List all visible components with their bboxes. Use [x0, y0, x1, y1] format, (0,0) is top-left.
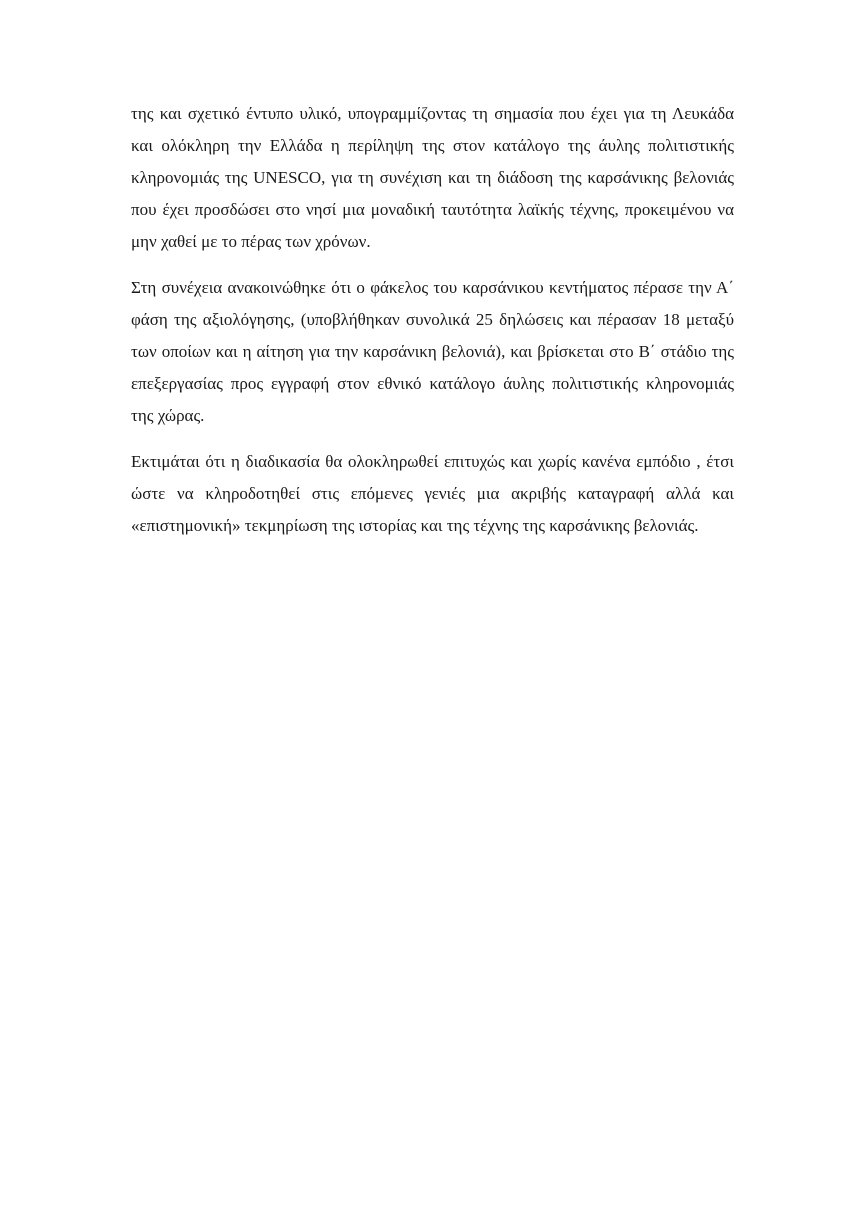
text-line: κληρονομιάς της UNESCO, για τη συνέχιση και τη διάδοση της καρσάνικης βελονιάς — [131, 168, 734, 187]
paragraph-3 — [131, 446, 734, 542]
text-line: μην χαθεί με το πέρας των χρόνων. — [131, 232, 371, 251]
text-line: Εκτιμάται ότι η διαδικασία θα ολοκληρωθεί επιτυχώς και χωρίς κανένα εμπόδιο , έτσι — [131, 452, 734, 471]
body-text — [131, 98, 734, 556]
text-line: φάση της αξιολόγησης, (υποβλήθηκαν συνολικά 25 δηλώσεις και πέρασαν 18 μεταξύ — [131, 310, 734, 329]
text-line: επεξεργασίας προς εγγραφή στον εθνικό κατάλογο άυλης πολιτιστικής κληρονομιάς — [131, 374, 734, 393]
paragraph-1 — [131, 98, 734, 258]
paragraph-2 — [131, 272, 734, 432]
text-line: «επιστημονική» τεκμηρίωση της ιστορίας και της τέχνης της καρσάνικης βελονιάς. — [131, 516, 699, 535]
text-line: ώστε να κληροδοτηθεί στις επόμενες γενιές μια ακριβής καταγραφή αλλά και — [131, 484, 734, 503]
text-line: της και σχετικό έντυπο υλικό, υπογραμμίζοντας τη σημασία που έχει για τη Λευκάδα — [131, 104, 734, 123]
text-line: που έχει προσδώσει στο νησί μια μοναδική ταυτότητα λαϊκής τέχνης, προκειμένου να — [131, 200, 734, 219]
text-line: Στη συνέχεια ανακοινώθηκε ότι ο φάκελος του καρσάνικου κεντήματος πέρασε την Α΄ — [131, 278, 734, 297]
text-line: των οποίων και η αίτηση για την καρσάνικη βελονιά), και βρίσκεται στο Β΄ στάδιο της — [131, 342, 734, 361]
text-line: και ολόκληρη την Ελλάδα η περίληψη της στον κατάλογο της άυλης πολιτιστικής — [131, 136, 734, 155]
text-line: της χώρας. — [131, 406, 205, 425]
